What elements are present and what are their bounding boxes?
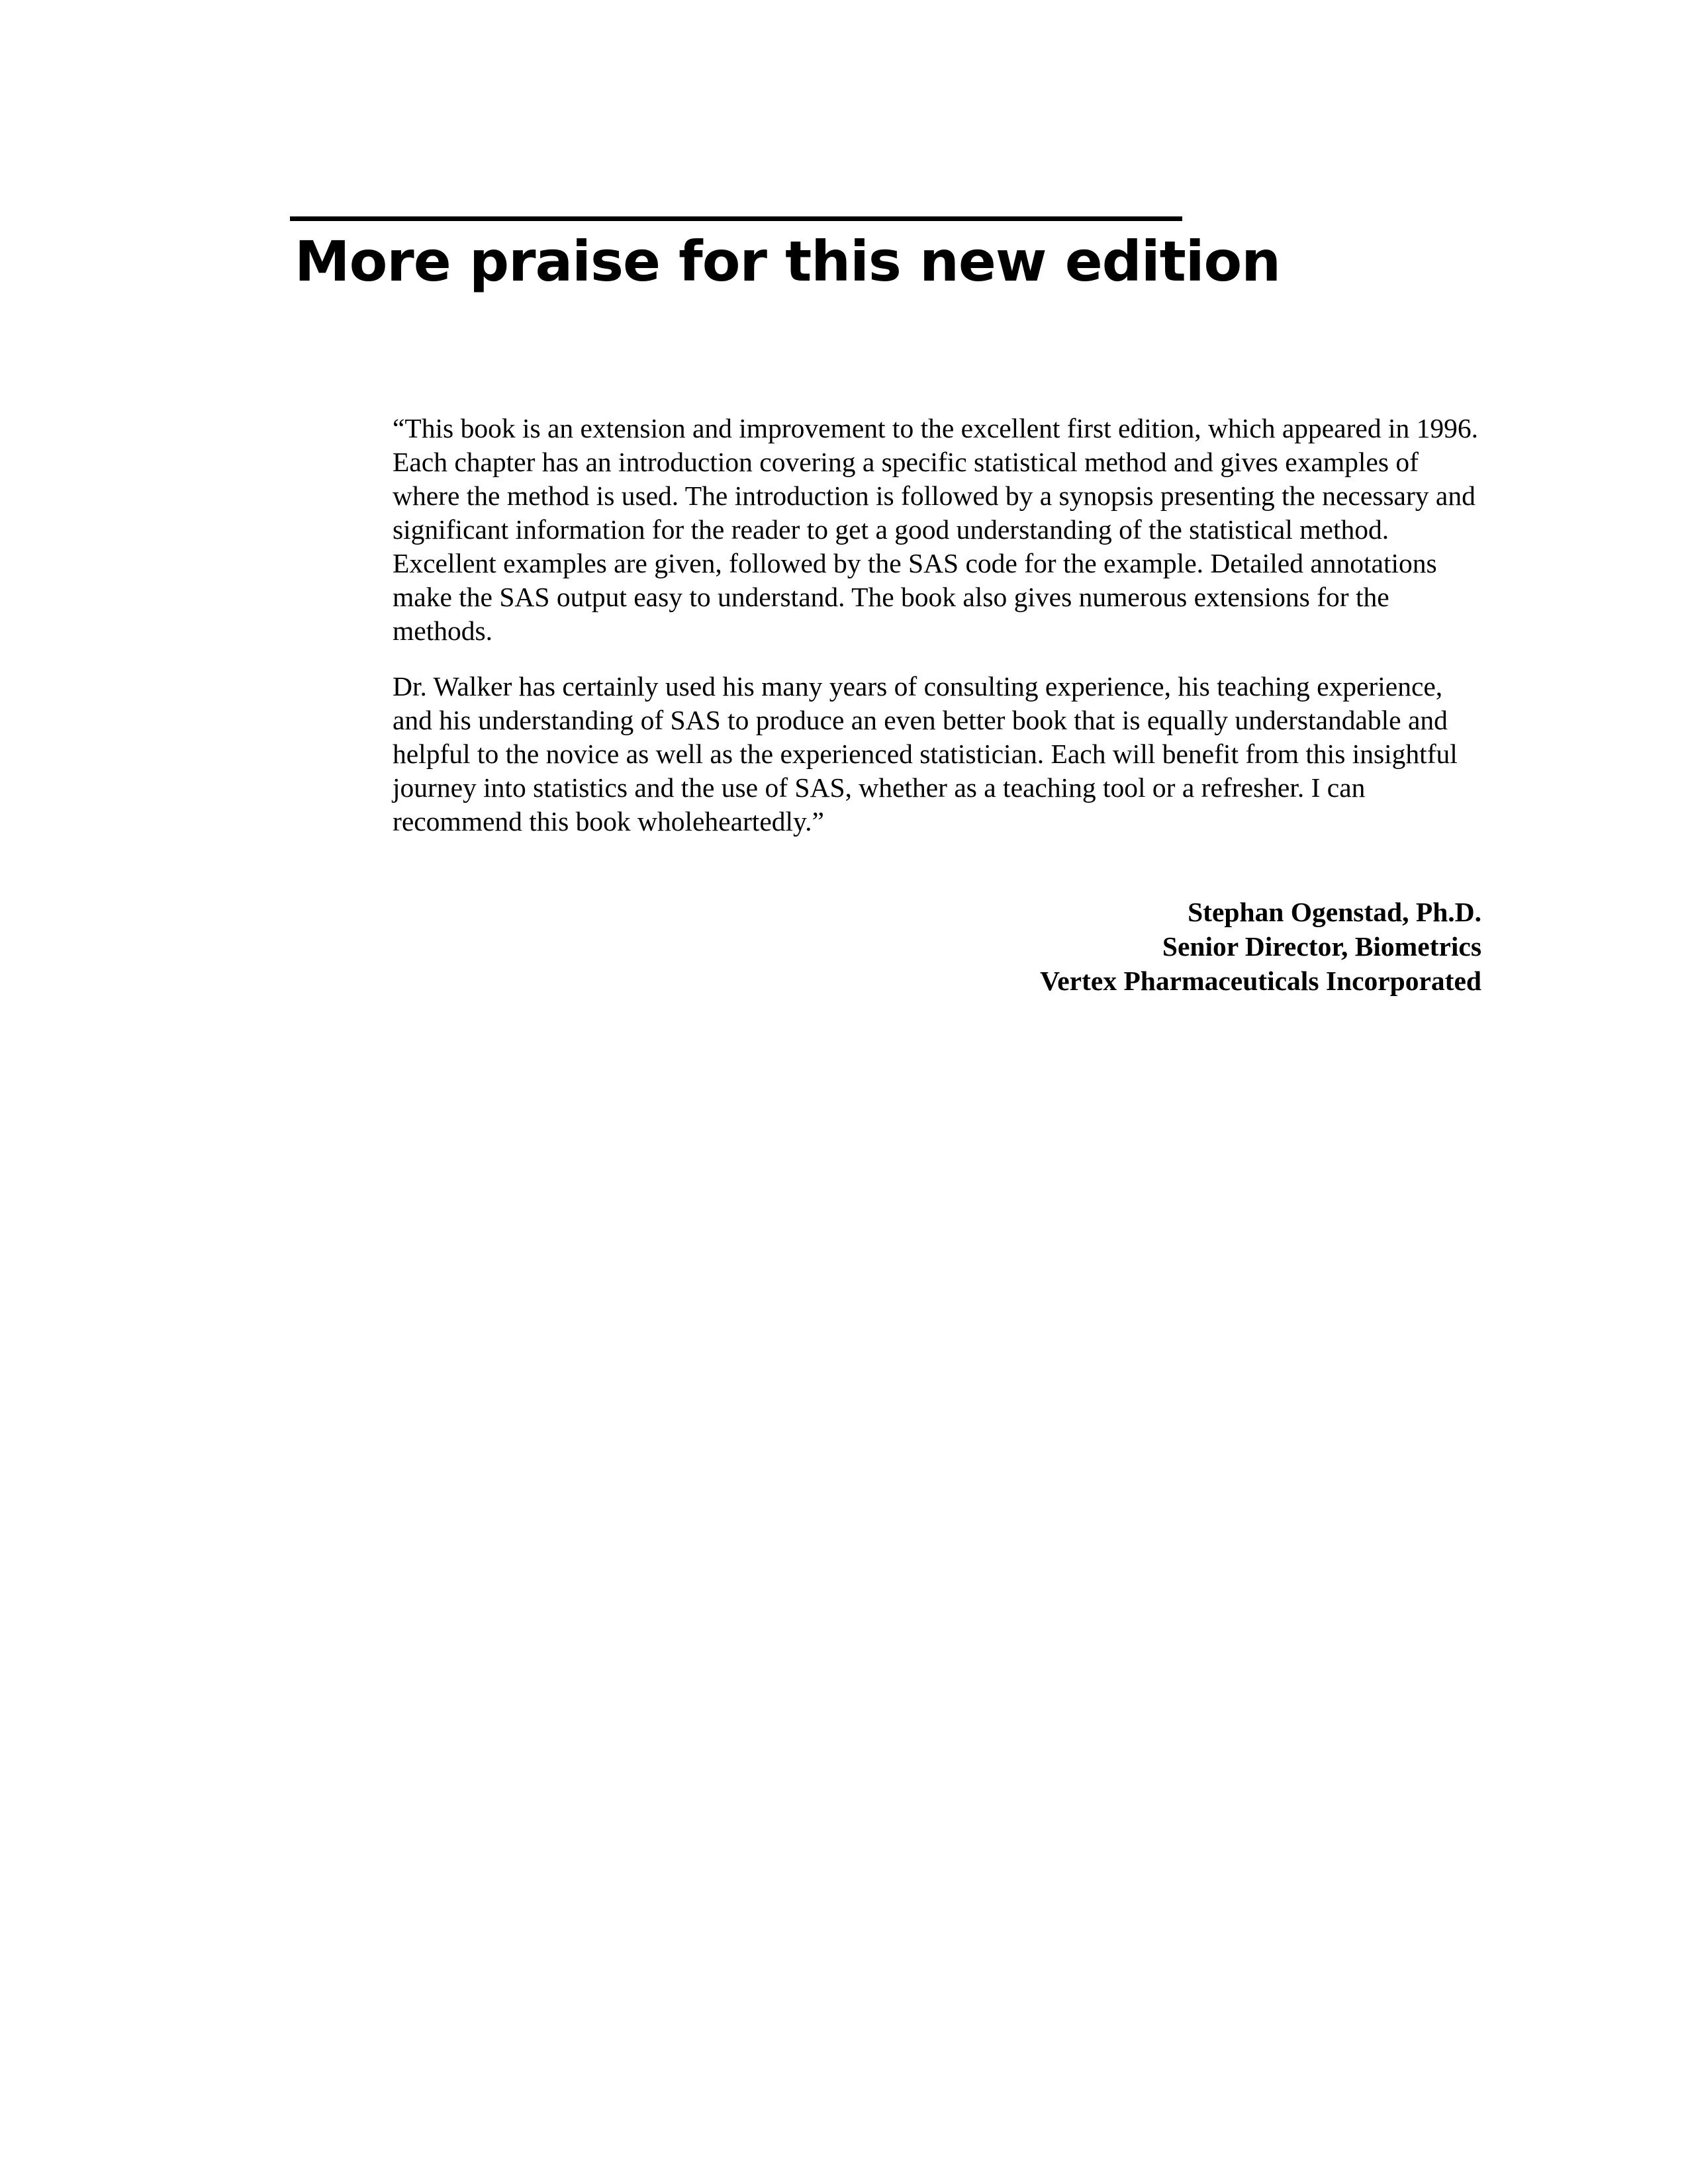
quote-paragraph-1: “This book is an extension and improvement to the excellent first edition, which appeared in 1996. Each chapter has an introduction covering a specific statistical method and gives examples of where the method is used. The introduction is followed by a synopsis presenting the necessary and significant information for the reader to get a good understanding of the statistical method. Excellent examples are given, followed by the SAS code for the example. Detailed annotations make the SAS output easy to understand. The book also gives numerous extensions for the methods.: [393, 413, 1478, 646]
quote-paragraph-2: Dr. Walker has certainly used his many years of consulting experience, his teaching experience, and his understanding of SAS to produce an even better book that is equally understandable and helpful to the novice as well as the experienced statistician. Each will benefit from this insightful journey into statistics and the use of SAS, whether as a teaching tool or a refresher. I can recommend this book wholeheartedly.”: [393, 671, 1458, 837]
attribution-name: Stephan Ogenstad, Ph.D.: [1188, 897, 1481, 927]
attribution-organization: Vertex Pharmaceuticals Incorporated: [1040, 966, 1481, 996]
praise-quote: [393, 412, 1481, 860]
page-title: More praise for this new edition: [295, 229, 1281, 294]
attribution-block: [794, 895, 1481, 998]
title-rule: [290, 216, 1182, 221]
attribution-position: Senior Director, Biometrics: [1162, 931, 1481, 962]
